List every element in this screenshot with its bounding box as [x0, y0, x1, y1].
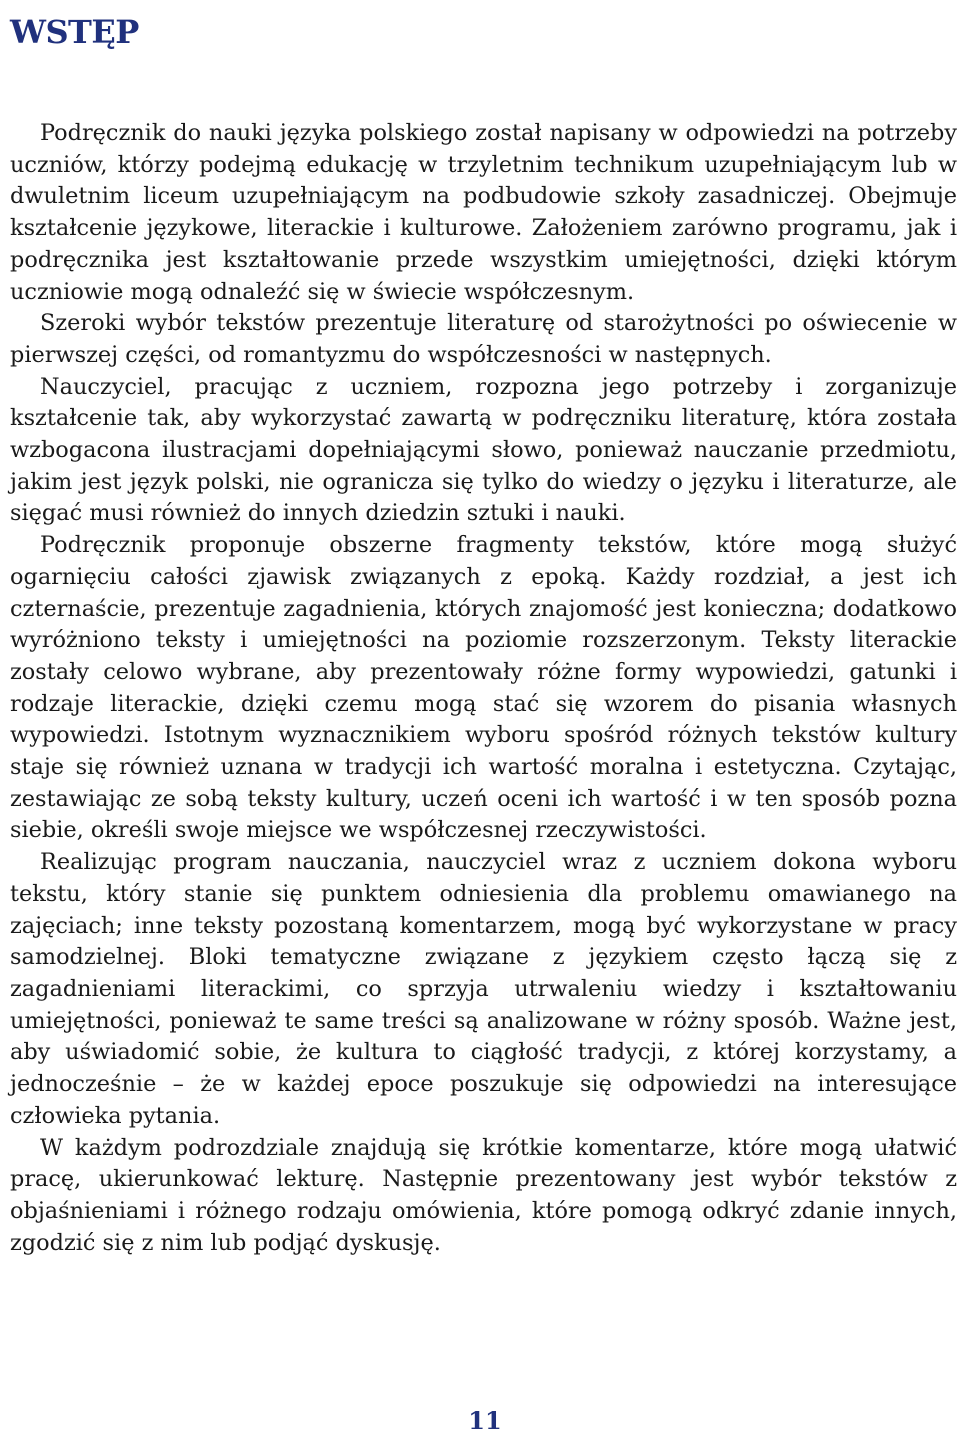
paragraph-2: Szeroki wybór tekstów prezentuje literaturę od starożytności po oświecenie w pierwszej części, od romantyzmu do współczesności w następnych.: [10, 310, 957, 368]
paragraph-6: W każdym podrozdziale znajdują się krótkie komentarze, które mogą ułatwić pracę, ukierunkować lekturę. Następnie prezentowany jest wybór tekstów z objaśnieniami i różnego rodzaju omówienia, które pomogą odkryć zdanie innych, zgodzić się z nim lub podjąć dyskusję.: [10, 1134, 957, 1256]
paragraph-3: Nauczyciel, pracując z uczniem, rozpozna jego potrzeby i zorganizuje kształcenie tak, aby wykorzystać zawartą w podręczniku literaturę, która została wzbogacona ilustracjami dopełniającymi słowo, ponieważ nauczanie przedmiotu, jakim jest język polski, nie ogranicza się tylko do wiedzy o języku i literaturze, ale sięgać musi również do innych dziedzin sztuki i nauki.: [10, 373, 957, 527]
paragraph-1: Podręcznik do nauki języka polskiego został napisany w odpowiedzi na potrzeby uczniów, którzy podejmą edukację w trzyletnim technikum uzupełniającym lub w dwuletnim liceum uzupełniającym na podbudowie szkoły zasadniczej. Obejmuje kształcenie językowe, literackie i kulturowe. Założeniem zarówno programu, jak i podręcznika jest kształtowanie przede wszystkim umiejętności, dzięki którym uczniowie mogą odnaleźć się w świecie współczesnym.: [10, 120, 957, 305]
paragraph-5: Realizując program nauczania, nauczyciel wraz z uczniem dokona wyboru tekstu, który stanie się punktem odniesienia dla problemu omawianego na zajęciach; inne teksty pozostaną komentarzem, mogą być wykorzystane w pracy samodzielnej. Bloki tematyczne związane z językiem często łączą się z zagadnieniami literackimi, co sprzyja utrwaleniu wiedzy i kształtowaniu umiejętności, ponieważ te same treści są analizowane w różny sposób. Ważne jest, aby uświadomić sobie, że kultura to ciągłość tradycji, z której korzystamy, a jednocześnie – że w każdej epoce poszukuje się odpowiedzi na interesujące człowieka pytania.: [10, 849, 957, 1129]
body-text: [10, 118, 957, 1259]
page-number: 11: [468, 1406, 502, 1435]
page-title: wstęp: [10, 0, 139, 54]
paragraph-4: Podręcznik proponuje obszerne fragmenty tekstów, które mogą służyć ogarnięciu całości zjawisk związanych z epoką. Każdy rozdział, a jest ich czternaście, prezentuje zagadnienia, których znajomość jest konieczna; dodatkowo wyróżniono teksty i umiejętności na poziomie rozszerzonym. Teksty literackie zostały celowo wybrane, aby prezentowały różne formy wypowiedzi, gatunki i rodzaje literackie, dzięki czemu mogą stać się wzorem do pisania własnych wypowiedzi. Istotnym wyznacznikiem wyboru spośród różnych tekstów kultury staje się również uznana w tradycji ich wartość moralna i estetyczna. Czytając, zestawiając ze sobą teksty kultury, uczeń oceni ich wartość i w ten sposób pozna siebie, określi swoje miejsce we współczesnej rzeczywistości.: [10, 532, 957, 844]
